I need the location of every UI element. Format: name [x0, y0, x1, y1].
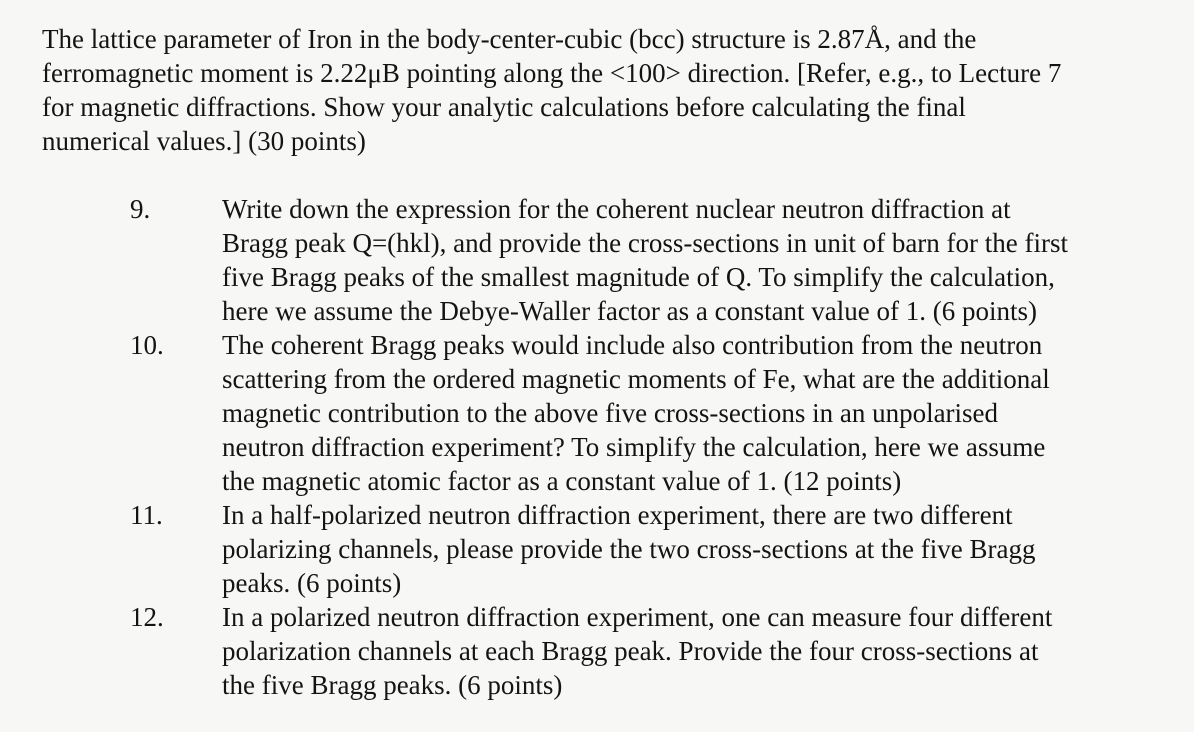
intro-line: The lattice parameter of Iron in the body-center-cubic (bcc) structure is 2.87Å, and the [42, 24, 977, 54]
question-number: 12. [130, 602, 164, 632]
question-number: 10. [130, 330, 164, 360]
question-line: polarizing channels, please provide the two cross-sections at the five Bragg [222, 534, 1036, 564]
question-11 [42, 498, 1154, 600]
intro-line: numerical values.] (30 points) [42, 126, 366, 156]
question-text [222, 192, 1154, 328]
question-line: here we assume the Debye-Waller factor as a constant value of 1. (6 points) [222, 296, 1038, 326]
question-list [42, 192, 1154, 702]
question-text [222, 328, 1154, 498]
question-line: polarization channels at each Bragg peak. Provide the four cross-sections at [222, 636, 1039, 666]
question-line: Bragg peak Q=(hkl), and provide the cross-sections in unit of barn for the first [222, 228, 1069, 258]
question-text [222, 498, 1154, 600]
question-line: peaks. (6 points) [222, 568, 402, 598]
question-number: 9. [130, 194, 151, 224]
question-line: five Bragg peaks of the smallest magnitude of Q. To simplify the calculation, [222, 262, 1055, 292]
question-line: neutron diffraction experiment? To simplify the calculation, here we assume [222, 432, 1046, 462]
intro-paragraph [42, 22, 1152, 158]
question-line: In a polarized neutron diffraction experiment, one can measure four different [222, 602, 1053, 632]
question-line: Write down the expression for the coherent nuclear neutron diffraction at [222, 194, 1011, 224]
question-line: magnetic contribution to the above five cross-sections in an unpolarised [222, 398, 999, 428]
intro-line: ferromagnetic moment is 2.22μB pointing along the <100> direction. [Refer, e.g., to Lecture 7 [42, 58, 1062, 88]
question-line: scattering from the ordered magnetic moments of Fe, what are the additional [222, 364, 1050, 394]
intro-line: for magnetic diffractions. Show your analytic calculations before calculating the final [42, 92, 966, 122]
question-number: 11. [130, 500, 163, 530]
question-9 [42, 192, 1154, 328]
question-line: the five Bragg peaks. (6 points) [222, 670, 563, 700]
question-12 [42, 600, 1154, 702]
question-line: the magnetic atomic factor as a constant value of 1. (12 points) [222, 466, 902, 496]
question-line: The coherent Bragg peaks would include also contribution from the neutron [222, 330, 1043, 360]
question-10 [42, 328, 1154, 498]
question-line: In a half-polarized neutron diffraction experiment, there are two different [222, 500, 1013, 530]
question-text [222, 600, 1154, 702]
